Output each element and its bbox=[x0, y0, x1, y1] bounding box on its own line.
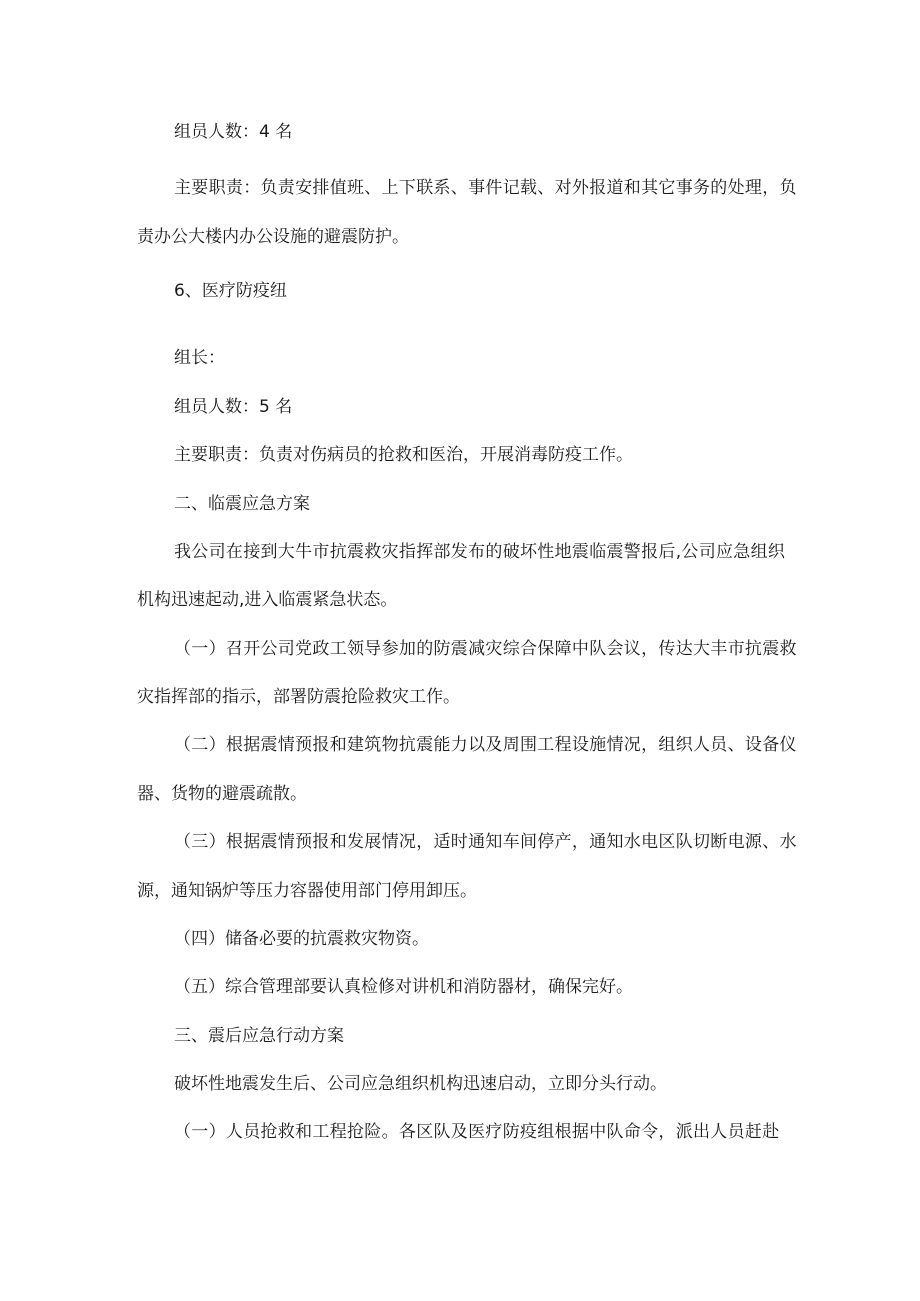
post-quake-item-1-line-1: （一）人员抢救和工程抢险。各区队及医疗防疫组根据中队命令，派出人员赶赴 bbox=[174, 1122, 780, 1142]
pre-quake-item-3-line-2: 源，通知锅炉等压力容器使用部门停用卸压。 bbox=[137, 881, 477, 901]
team-member-count-medical: 组员人数：5 名 bbox=[174, 397, 293, 417]
duties-admin-line-2: 责办公大楼内办公设施的避震防护。 bbox=[137, 227, 409, 247]
team-member-count-admin: 组员人数：4 名 bbox=[174, 122, 293, 142]
pre-quake-intro-line-1: 我公司在接到大牛市抗震救灾指挥部发布的破坏性地震临震警报后,公司应急组织 bbox=[174, 542, 786, 562]
pre-quake-item-5: （五）综合管理部要认真检修对讲机和消防器材，确保完好。 bbox=[174, 977, 633, 997]
pre-quake-item-4: （四）储备必要的抗震救灾物资。 bbox=[174, 929, 429, 949]
team-leader-medical: 组长： bbox=[174, 348, 225, 368]
pre-quake-intro-line-2: 机构迅速起动,进入临震紧急状态。 bbox=[137, 590, 398, 610]
duties-admin-line-1: 主要职责：负责安排值班、上下联系、事件记载、对外报道和其它事务的处理，负 bbox=[174, 178, 797, 198]
section-heading-post-quake-plan: 三、震后应急行动方案 bbox=[174, 1026, 344, 1046]
duties-medical: 主要职责：负责对伤病员的抢救和医治，开展消毒防疫工作。 bbox=[174, 445, 633, 465]
pre-quake-item-1-line-1: （一）召开公司党政工领导参加的防震减灾综合保障中队会议，传达大丰市抗震救 bbox=[174, 639, 797, 659]
pre-quake-item-2-line-2: 器、货物的避震疏散。 bbox=[137, 784, 307, 804]
pre-quake-item-1-line-2: 灾指挥部的指示，部署防震抢险救灾工作。 bbox=[137, 687, 460, 707]
section-heading-medical-team: 6、医疗防疫纽 bbox=[174, 281, 287, 301]
post-quake-intro: 破坏性地震发生后、公司应急组织机构迅速启动，立即分头行动。 bbox=[174, 1074, 667, 1094]
pre-quake-item-3-line-1: （三）根据震情预报和发展情况，适时通知车间停产，通知水电区队切断电源、水 bbox=[174, 832, 797, 852]
section-heading-pre-quake-plan: 二、临震应急方案 bbox=[174, 494, 310, 514]
pre-quake-item-2-line-1: （二）根据震情预报和建筑物抗震能力以及周围工程设施情况，组织人员、设备仪 bbox=[174, 735, 797, 755]
